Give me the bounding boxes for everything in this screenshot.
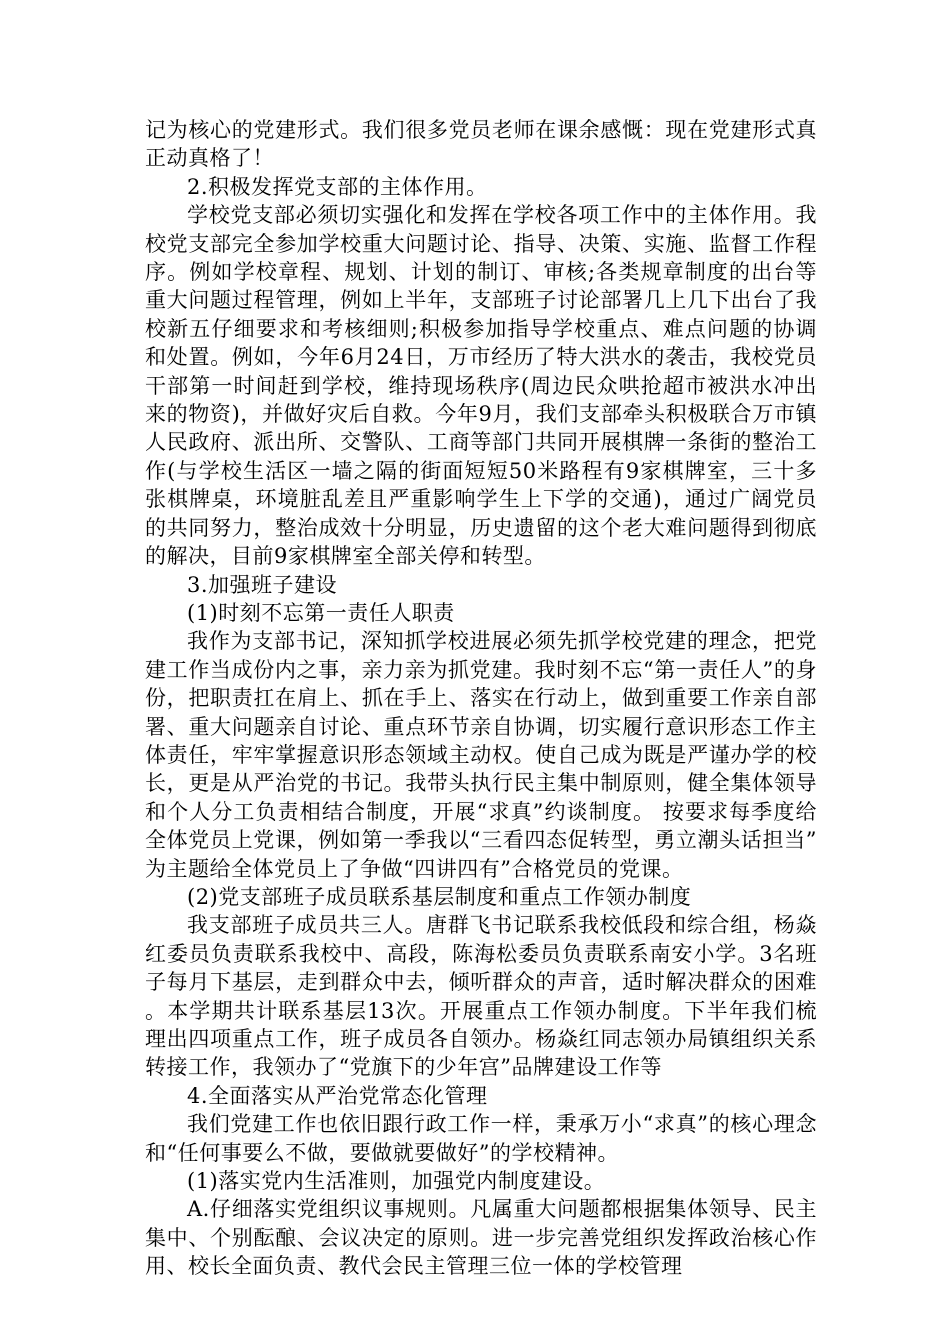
section-heading-2: 2.积极发挥党支部的主体作用。: [187, 174, 488, 199]
paragraph-branch-role: 学校党支部必须切实强化和发挥在学校各项工作中的主体作用。我校党支部完全参加学校重大问题讨论、指导、决策、实施、监督工作程序。例如学校章程、规划、计划的制订、审核;各类规章制度的出台等重大问题过程管理，例如上半年，支部班子讨论部署几上几下出台了我校新五仔细要求和考核细则;积极参加指导学校重点、难点问题的协调和处置。例如，今年6月24日，万市经历了特大洪水的袭击，我校党员干部第一时间赶到学校，维持现场秩序(周边民众哄抢超市被洪水冲出来的物资)，并做好灾后自救。今年9月，我们支部牵头积极联合万市镇人民政府、派出所、交警队、工商等部门共同开展棋牌一条街的整治工作(与学校生活区一墙之隔的街面短短50米路程有9家棋牌室，三十多张棋牌桌，环境脏乱差且严重影响学生上下学的交通)，通过广阔党员的共同努力，整治成效十分明显，历史遗留的这个老大难问题得到彻底的解决，目前9家棋牌室全部关停和转型。: [145, 203, 817, 569]
document-page: [145, 116, 817, 1281]
paragraph-team-members: 我支部班子成员共三人。唐群飞书记联系我校低段和综合组，杨焱红委员负责联系我校中、高段，陈海松委员负责联系南安小学。3名班子每月下基层，走到群众中去，倾听群众的声音，适时解决群众的困难。本学期共计联系基层13次。开展重点工作领办制度。下半年我们梳理出四项重点工作，班子成员各自领办。杨焱红同志领办局镇组织关系转接工作，我领办了“党旗下的少年宫”品牌建设工作等: [145, 913, 817, 1080]
subheading-3-1: (1)时刻不忘第一责任人职责: [187, 600, 455, 625]
subheading-3-2: (2)党支部班子成员联系基层制度和重点工作领办制度: [187, 884, 692, 909]
section-heading-3: 3.加强班子建设: [187, 572, 338, 597]
paragraph-continuation: 记为核心的党建形式。我们很多党员老师在课余感慨：现在党建形式真正动真格了！: [145, 118, 817, 171]
section-heading-4: 4.全面落实从严治党常态化管理: [187, 1083, 488, 1108]
paragraph-secretary-duty: 我作为支部书记，深知抓学校进展必须先抓学校党建的理念，把党建工作当成份内之事，亲力亲为抓党建。我时刻不忘“第一责任人”的身份，把职责扛在肩上、抓在手上、落实在行动上，做到重要工作亲自部署、重大问题亲自讨论、重点环节亲自协调，切实履行意识形态工作主体责任，牢牢掌握意识形态领域主动权。使自己成为既是严谨办学的校长，更是从严治党的书记。我带头执行民主集中制原则，健全集体领导和个人分工负责相结合制度，开展“求真”约谈制度。 按要求每季度给全体党员上党课，例如第一季我以“三看四态促转型，勇立潮头话担当”为主题给全体党员上了争做“四讲四有”合格党员的党课。: [145, 629, 817, 881]
paragraph-core-philosophy: 我们党建工作也依旧跟行政工作一样，秉承万小“求真”的核心理念和“任何事要么不做，要做就要做好”的学校精神。: [145, 1112, 817, 1165]
subheading-4-1: (1)落实党内生活准则，加强党内制度建设。: [187, 1169, 606, 1194]
paragraph-rules-a: A.仔细落实党组织议事规则。凡属重大问题都根据集体领导、民主集中、个别酝酿、会议决定的原则。进一步完善党组织发挥政治核心作用、校长全面负责、教代会民主管理三位一体的学校管理: [145, 1197, 817, 1279]
